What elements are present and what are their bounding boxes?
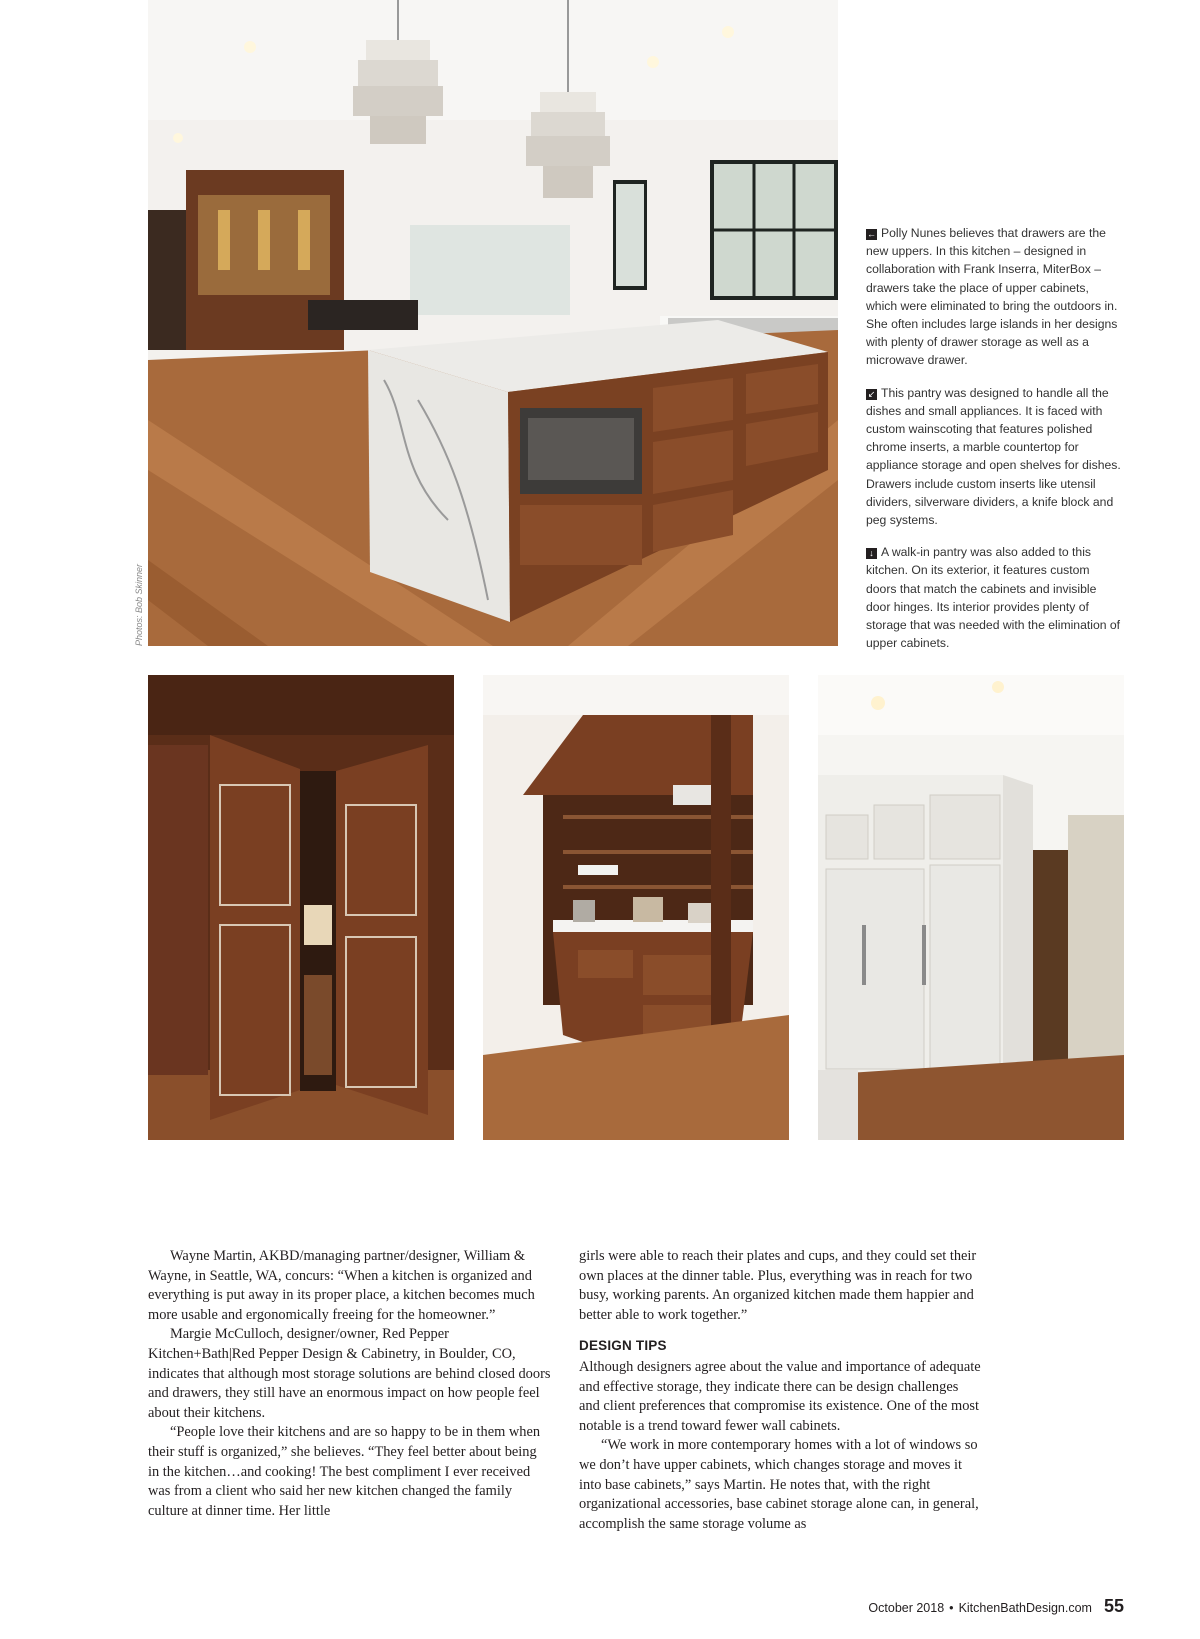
website-link[interactable]: KitchenBathDesign.com <box>958 1601 1092 1615</box>
page-number: 55 <box>1103 1596 1124 1616</box>
article-paragraph: Margie McCulloch, designer/owner, Red Pepper Kitchen+Bath|Red Pepper Design & Cabinetry, in Boulder, CO, indicates that although most storage solutions are behind closed doors and drawers, they still have an enormous impact on how people feel about their kitchens. <box>148 1326 551 1421</box>
caption-walk-in-pantry <box>866 543 1122 652</box>
walk-in-pantry-photo <box>818 675 1124 1140</box>
article-paragraph: “People love their kitchens and are so happy to be in them when their stuff is organized,” she believes. “They feel better about being in the kitchen…and cooking! The best compliment I ever received was from a client who said her new kitchen changed the family culture at dinner time. Her little <box>148 1424 541 1519</box>
article-paragraph: Wayne Martin, AKBD/managing partner/designer, William & Wayne, in Seattle, WA, concurs: “When a kitchen is organized and everything is put away in its proper place, a kitchen becomes much more usable and ergonomically freeing for the homeowner.” <box>148 1248 535 1323</box>
photo-captions <box>866 224 1122 666</box>
pantry-doors-photo <box>148 675 454 1140</box>
caption-kitchen <box>866 224 1122 370</box>
article-paragraph: girls were able to reach their plates and cups, and they could set their own places at the dinner table. Plus, everything was in reach for two busy, working parents. An organized kitchen made them happier and better able to work together.” <box>579 1248 977 1323</box>
caption-pantry <box>866 384 1122 530</box>
article-column-right <box>579 1247 982 1534</box>
page-footer <box>868 1596 1124 1617</box>
caption-text: Polly Nunes believes that drawers are the new uppers. In this kitchen – designed in collaboration with Frank Inserra, MiterBox – drawers take the place of upper cabinets, which were eliminated to bring the outdoors in. She often includes large islands in her designs with plenty of drawer storage as well as a microwave drawer. <box>866 226 1118 368</box>
photo-credit: Photos: Bob Skinner <box>134 563 144 646</box>
issue-date: October 2018 <box>868 1601 945 1615</box>
left-arrow-icon: ← <box>867 229 876 239</box>
section-heading: DESIGN TIPS <box>579 1338 667 1354</box>
down-arrow-icon: ↓ <box>866 548 877 559</box>
article-paragraph: Although designers agree about the value and importance of adequate and effective storage, they indicate there can be design challenges and client preferences that compromise its existence. One of the most notable is a trend toward fewer wall cabinets. <box>579 1358 981 1434</box>
article-paragraph: “We work in more contemporary homes with a lot of windows so we don’t have upper cabinets, which changes storage and moves it into base cabinets,” says Martin. He notes that, with the right organizational accessories, base cabinet storage alone can, in general, accomplish the same storage volume as <box>579 1437 979 1532</box>
caption-text: A walk-in pantry was also added to this kitchen. On its exterior, it features custom doors that match the cabinets and invisible door hinges. Its interior provides plenty of storage that was needed with the elimination of upper cabinets. <box>866 545 1121 651</box>
footer-separator: • <box>949 1601 954 1615</box>
appliance-pantry-photo <box>483 675 789 1140</box>
kitchen-island-photo <box>148 0 838 646</box>
down-left-arrow-icon: ↙ <box>867 388 876 399</box>
article-column-left <box>148 1247 551 1521</box>
caption-text: This pantry was designed to handle all the dishes and small appliances. It is faced with custom wainscoting that features polished chrome inserts, a marble countertop for appliance storage and open shelves for dishes. Drawers include custom inserts like utensil dividers, silverware dividers, a knife block and peg systems. <box>866 385 1121 528</box>
